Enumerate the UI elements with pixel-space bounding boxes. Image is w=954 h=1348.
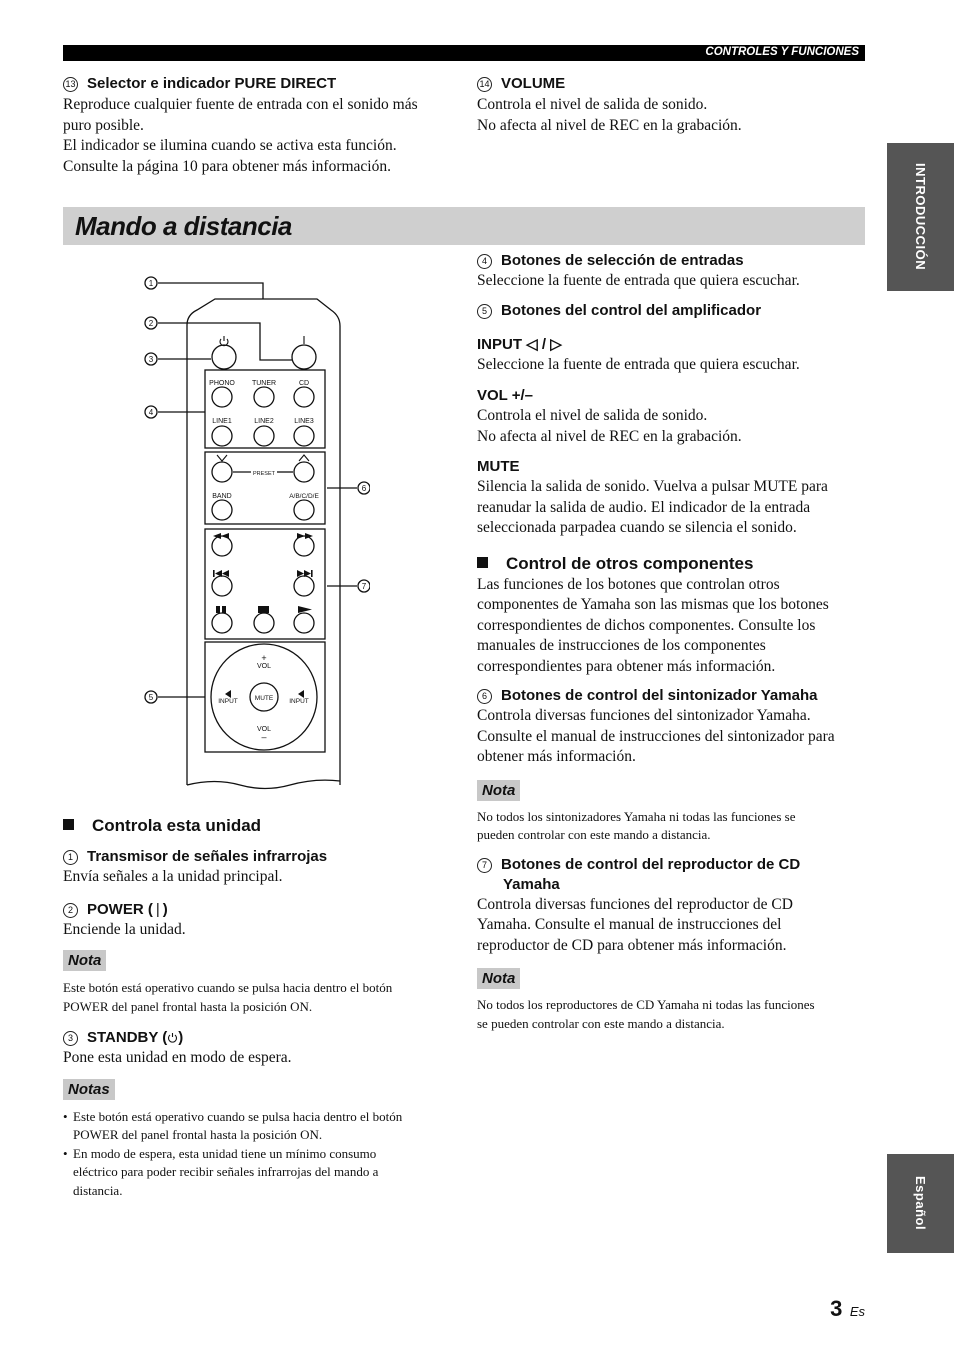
input-text: Seleccione la fuente de entrada que quiera escuchar. <box>477 355 800 373</box>
item6-heading: 6 Botones de control del sintonizador Yamaha <box>477 686 872 706</box>
side-tab-espanol: Español <box>887 1154 954 1253</box>
page-number: 3 Es <box>830 1296 865 1321</box>
pure-direct-heading: 13 Selector e indicador PURE DIRECT <box>63 74 463 94</box>
label-mute: MUTE <box>254 695 274 702</box>
mute-text: Silencia la salida de sonido. Vuelva a pulsar MUTE para reanudar la salida de audio. El indicador de la entrada seleccionada parpadea cuando se silencia el sonido. <box>477 478 828 536</box>
label-abcde: A/B/C/D/E <box>289 493 319 500</box>
item2-heading: 2 POWER ( | ) <box>63 900 458 920</box>
nota6-label: Nota <box>477 780 520 801</box>
header-section-label: CONTROLES Y FUNCIONES <box>705 46 859 58</box>
item1-heading: 1 Transmisor de señales infrarrojas <box>63 847 458 867</box>
label-tuner: TUNER <box>251 380 277 387</box>
item3-heading: 3 STANDBY ( ) <box>63 1028 458 1048</box>
item7-text: Controla diversas funciones del reproductor de CD Yamaha. Consulte el manual de instrucciones del reproductor de CD para obtener más información. <box>477 895 793 954</box>
notas-item: • Este botón está operativo cuando se pulsa hacia dentro el botón POWER del panel frontal hasta la posición ON. <box>73 1108 458 1145</box>
vol-text: Controla el nivel de salida de sonido. No afecta al nivel de REC en la grabación. <box>477 407 742 445</box>
item4-heading: 4 Botones de selección de entradas <box>477 251 872 271</box>
controla-heading: Controla esta unidad <box>63 815 458 837</box>
label-vol-bottom: VOL <box>256 726 272 733</box>
section-title-band <box>63 207 865 245</box>
notas-list <box>63 1108 458 1201</box>
callout-2: 2 <box>148 319 154 328</box>
label-line3: LINE3 <box>294 418 314 425</box>
nota6-text: No todos los sintonizadores Yamaha ni todas las funciones se pueden controlar con este mando a distancia. <box>477 808 796 842</box>
right-column <box>477 251 872 1033</box>
mute-heading: MUTE <box>477 458 520 475</box>
side-tab-introduccion: INTRODUCCIÓN <box>887 143 954 291</box>
item6-text: Controla diversas funciones del sintonizador Yamaha. Consulte el manual de instrucciones del sintonizador para obtener más información. <box>477 707 835 765</box>
other-components-heading: Control de otros componentes <box>477 553 872 575</box>
nota7-text: No todos los reproductores de CD Yamaha ni todas las funciones se pueden controlar con este mando a distancia. <box>477 997 815 1031</box>
label-input-left: INPUT <box>218 698 238 705</box>
left-column <box>63 815 458 1200</box>
label-minus: – <box>261 732 267 742</box>
label-band: BAND <box>212 493 232 500</box>
item3-text: Pone esta unidad en modo de espera. <box>63 1049 292 1066</box>
callout-5: 5 <box>148 693 154 702</box>
label-phono: PHONO <box>209 380 235 387</box>
section-title: Mando a distancia <box>75 211 292 241</box>
label-preset: PRESET <box>252 471 276 477</box>
other-components-text: Las funciones de los botones que controlan otros componentes de Yamaha son las mismas que los botones correspondientes de dichos componentes. Consulte los manuales de instrucciones de los componentes correspondientes para obtener más información. <box>477 575 829 675</box>
vol-heading: VOL +/– <box>477 387 534 404</box>
volume-block <box>477 74 867 136</box>
pure-direct-text: Reproduce cualquier fuente de entrada con el sonido más puro posible. El indicador se ilumina cuando se activa esta función. Consulte la página 10 para obtener más información. <box>63 96 418 175</box>
item4-text: Seleccione la fuente de entrada que quiera escuchar. <box>477 272 800 289</box>
nota1-label: Nota <box>63 950 106 971</box>
label-vol-top: VOL <box>256 663 272 670</box>
label-input-right: INPUT <box>289 698 309 705</box>
label-line2: LINE2 <box>254 418 274 425</box>
pure-direct-block <box>63 74 463 177</box>
nota1-text: Este botón está operativo cuando se pulsa hacia dentro el botón POWER del panel frontal hasta la posición ON. <box>63 980 393 1014</box>
remote-control-illustration <box>130 265 370 795</box>
callout-3: 3 <box>148 355 154 364</box>
item1-text: Envía señales a la unidad principal. <box>63 868 283 885</box>
callout-4: 4 <box>148 408 154 417</box>
volume-heading: 14 VOLUME <box>477 74 867 94</box>
callout-1: 1 <box>148 279 154 288</box>
item7-heading: 7 Botones de control del reproductor de CD Yamaha <box>477 855 872 895</box>
standby-icon <box>167 1032 178 1043</box>
item5-heading: 5 Botones del control del amplificador <box>477 301 872 321</box>
notas-item: • En modo de espera, esta unidad tiene un mínimo consumo eléctrico para poder recibir señales infrarrojas del mando a distancia. <box>73 1145 458 1201</box>
item2-text: Enciende la unidad. <box>63 920 186 938</box>
callout-6: 6 <box>361 484 367 493</box>
header-bar <box>63 45 865 61</box>
label-cd: CD <box>298 380 310 387</box>
input-heading: INPUT ◁ / ▷ <box>477 335 562 353</box>
notas-label: Notas <box>63 1079 115 1100</box>
volume-text: Controla el nivel de salida de sonido. No afecta al nivel de REC en la grabación. <box>477 96 742 134</box>
callout-7: 7 <box>361 582 367 591</box>
label-plus: + <box>261 653 267 663</box>
nota7-label: Nota <box>477 968 520 989</box>
label-line1: LINE1 <box>212 418 232 425</box>
